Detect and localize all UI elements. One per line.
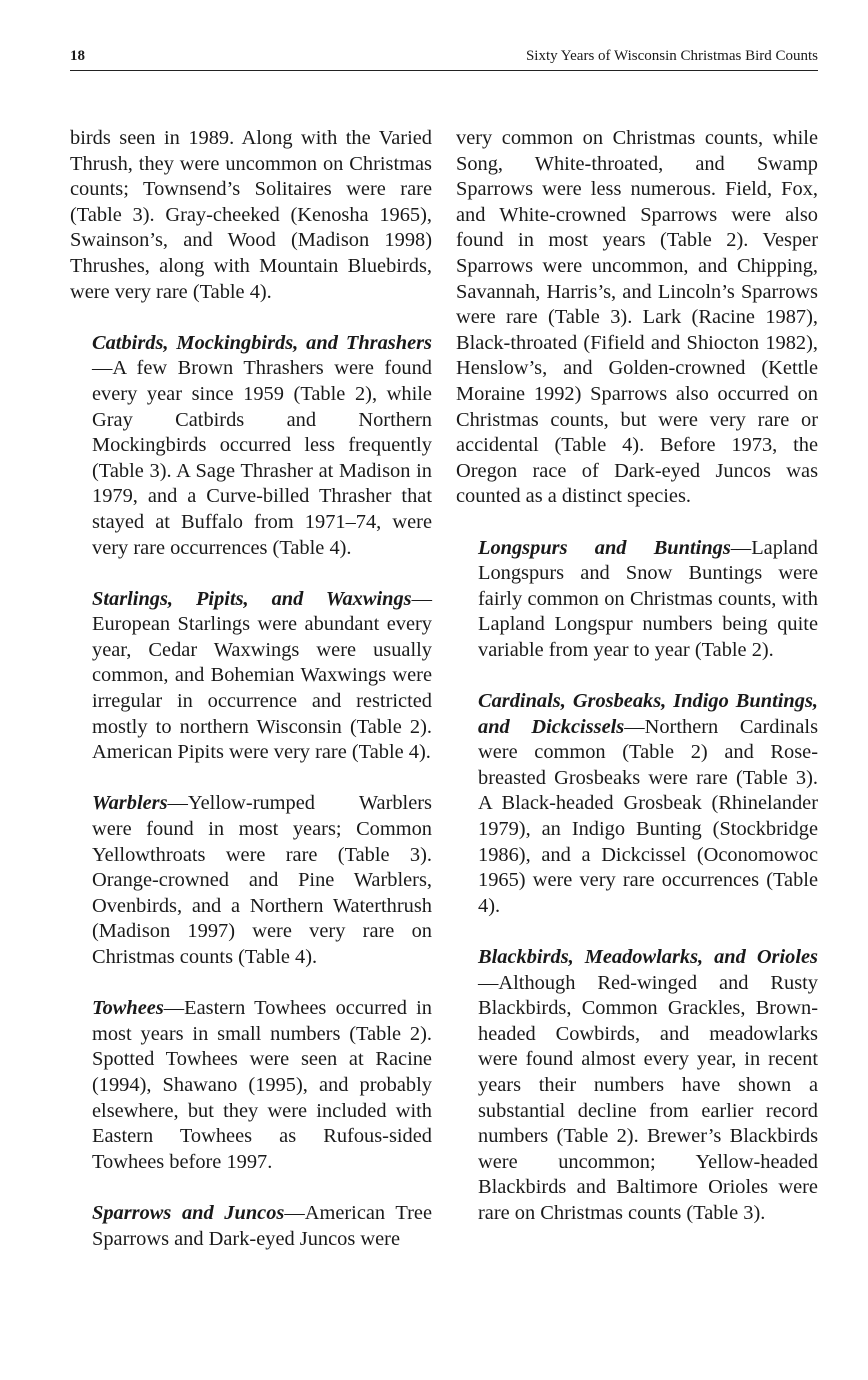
section-text: —Yellow-rumped Warblers were found in most years; Common Yellowthroats were rare (Table 3). Orange-crowned and Pine Warblers, Ovenbirds, and a Northern Waterthrush (Madison 1997) were very rare on Christmas counts (Table 4). (92, 792, 432, 968)
section-heading: Towhees (92, 997, 164, 1020)
section-text: —A few Brown Thrashers were found every year since 1959 (Table 2), while Gray Catbirds and Northern Mockingbirds occurred less frequently (Table 3). A Sage Thrasher at Madison in 1979, and a Curve-billed Thrasher that stayed at Buffalo from 1971–74, were very rare occurrences (Table 4). (92, 357, 432, 559)
running-title: Sixty Years of Wisconsin Christmas Bird Counts (525, 48, 818, 64)
section-heading: Warblers (92, 792, 168, 815)
right-column (456, 126, 818, 1227)
section-longspurs (456, 536, 818, 664)
section-sparrows (70, 1201, 432, 1252)
section-starlings (70, 587, 432, 766)
continuation-paragraph: birds seen in 1989. Along with the Varied Thrush, they were uncommon on Christmas counts; Townsend’s Solitaires were rare (Table 3). Gray-cheeked (Kenosha 1965), Swainson’s, and Wood (Madison 1998) Thrushes, along with Mountain Bluebirds, were very rare (Table 4). (70, 127, 432, 303)
section-text: —Northern Cardinals were common (Table 2) and Rose-breasted Grosbeaks were rare (Table 3). A Black-headed Grosbeak (Rhinelander 1979), an Indigo Bunting (Stockbridge 1986), and a Dickcissel (Oconomowoc 1965) were very rare occurrences (Table 4). (478, 715, 819, 917)
section-warblers (70, 791, 432, 970)
section-heading: Sparrows and Juncos (92, 1201, 285, 1224)
section-catbirds (70, 331, 432, 561)
section-heading: Starlings, Pipits, and Waxwings (92, 587, 412, 610)
continuation-paragraph: very common on Christmas counts, while Song, White-throated, and Swamp Sparrows were less numerous. Field, Fox, and White-crowned Sparrows were also found in most years (Table 2). Vesper Sparrows were uncommon, and Chipping, Savannah, Harris’s, and Lincoln’s Sparrows were rare (Table 3). Lark (Racine 1987), Black-throated (Fifield and Shiocton 1982), Henslow’s, and Golden-crowned (Kettle Moraine 1992) Sparrows also occurred on Christmas counts, but were very rare or accidental (Table 4). Before 1973, the Oregon race of Dark-eyed Juncos was counted as a distinct species. (456, 127, 818, 508)
section-heading: Catbirds, Mockingbirds, and Thrashers (92, 331, 432, 354)
page-number: 18 (70, 48, 85, 64)
section-text: —Lapland Longspurs and Snow Buntings were fairly common on Christmas counts, with Lapland Longspur numbers being quite variable from year to year (Table 2). (478, 536, 818, 661)
section-heading: Blackbirds, Meadowlarks, and Orioles (478, 946, 818, 968)
section-heading: Cardinals, Grosbeaks, Indigo Buntings, and Dickcissels (478, 690, 818, 738)
section-cardinals (456, 689, 818, 919)
section-heading: Longspurs and Buntings (478, 536, 731, 559)
section-towhees (70, 996, 432, 1175)
section-text: —Eastern Towhees occurred in most years in small numbers (Table 2). Spotted Towhees were seen at Racine (1994), Shawano (1995), and probably elsewhere, but they were included with Eastern Towhees as Rufous-sided Towhees before 1997. (92, 997, 432, 1173)
left-column (70, 126, 432, 1252)
section-text: —American Tree Sparrows and Dark-eyed Juncos were (92, 1201, 432, 1250)
section-text: —European Starlings were abundant every year, Cedar Waxwings were usually common, and Bohemian Waxwings were irregular in occurrence and restricted mostly to northern Wisconsin (Table 2). American Pipits were very rare (Table 4). (92, 587, 432, 764)
section-text: —Although Red-winged and Rusty Blackbirds, Common Grackles, Brown-headed Cowbirds, and meadowlarks were found almost every year, in recent years their numbers have shown a substantial decline from earlier record numbers (Table 2). Brewer’s Blackbirds were uncommon; Yellow-headed Blackbirds and Baltimore Orioles were rare on Christmas counts (Table 3). (478, 971, 818, 1224)
page-header (70, 44, 818, 71)
section-blackbirds (456, 945, 818, 1227)
